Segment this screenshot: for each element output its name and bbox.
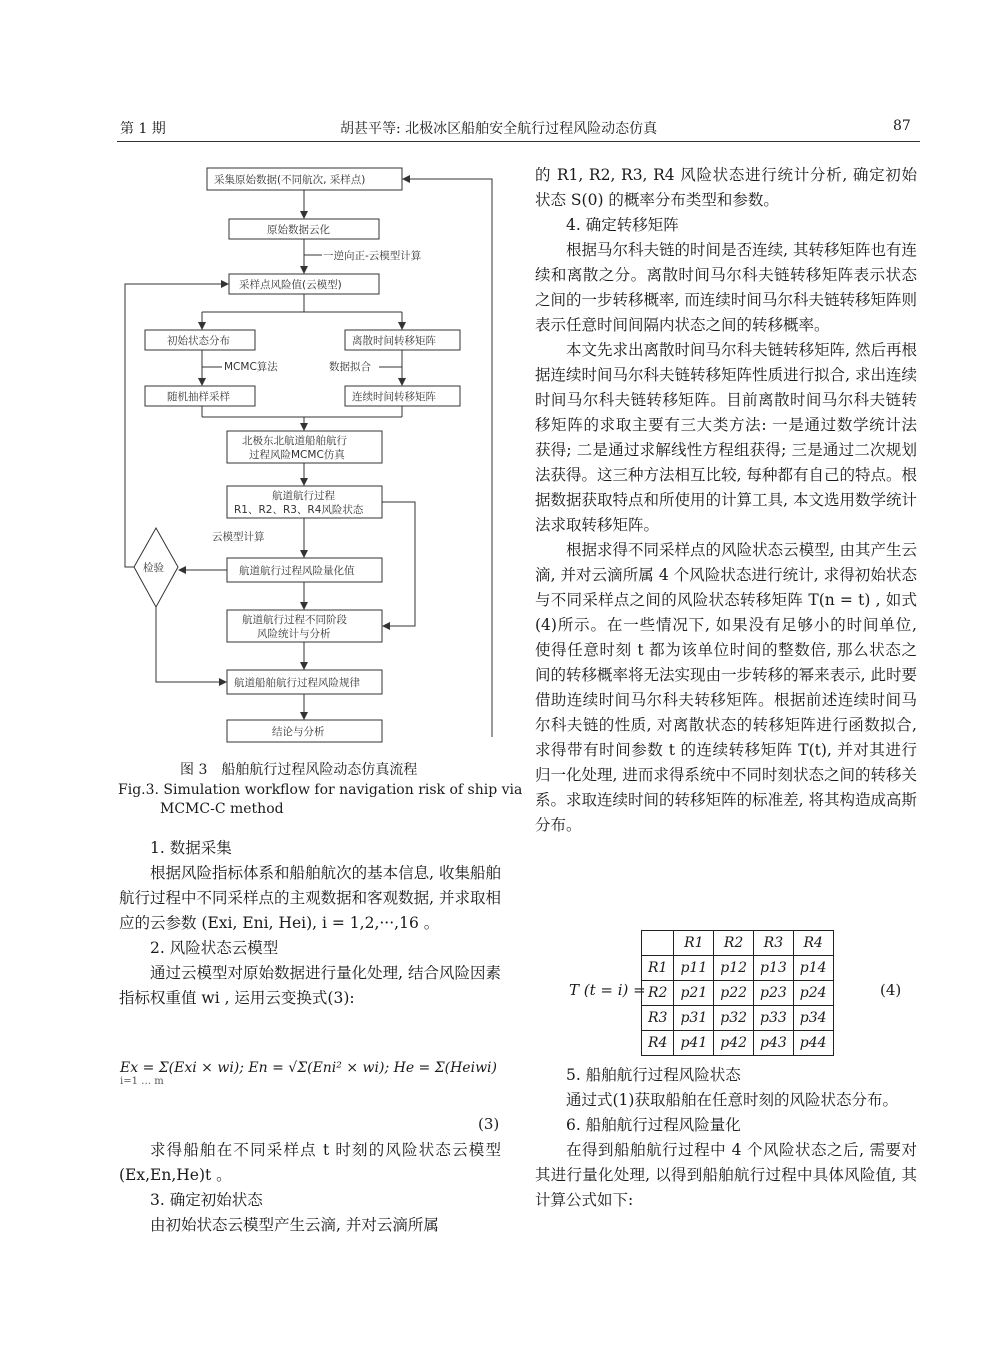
matrix-cell: p13 — [754, 956, 794, 981]
matrix-row-header: R3 — [642, 1006, 674, 1031]
flow-box-states-2: R1、R2、R3、R4风险状态 — [234, 504, 364, 516]
issue-label: 第 1 期 — [120, 121, 166, 137]
flow-label-reverse-cloud: 一逆向正-云模型计算 — [323, 250, 422, 262]
matrix-cell: p31 — [674, 1006, 714, 1031]
page-number: 87 — [893, 118, 911, 134]
paragraph-continuous: 根据求得不同采样点的风险状态云模型, 由其产生云滴, 并对云滴所属 4 个风险状态进行统计, 求得初始状态与不同采样点之间的风险状态转移矩阵 T(n = t) , 如式(4)所示。在一些情况下, 如果没有足够小的时间单位, 使得任意时刻 t 都为该单位时间的整数倍, 那么状态之间的转移概率将无法实现由一步转移的幂来表示, 此时要借助连续时间马尔科夫转移矩阵。根据前述连续时间马尔科夫链的性质, 对离散状态的转移矩阵进行函数拟合, 求得带有时间参数 t 的连续转移矩阵 T(t), 并对其进行归一化处理, 进而求得系统中不同时刻状态之间的转移关系。求取连续时间的转移矩阵的标准差, 将其构造成高斯分布。 — [535, 541, 917, 834]
matrix-cell: p41 — [674, 1031, 714, 1056]
flow-label-fit: 数据拟合 — [329, 361, 371, 373]
section-heading-4: 4. 确定转移矩阵 — [566, 216, 679, 234]
matrix-cell: p34 — [793, 1006, 833, 1031]
paragraph-data-collection: 根据风险指标体系和船舶航次的基本信息, 收集船舶航行过程中不同采样点的主观数据和客观数据, 并求取相应的云参数 (Exi, Eni, Hei), i = 1,2,···,16 。 — [119, 864, 501, 932]
flow-box-sample-risk: 采样点风险值(云模型) — [239, 279, 342, 291]
flow-diamond-check: 检验 — [143, 562, 164, 574]
paragraph-risk-state: 通过式(1)获取船舶在任意时刻的风险状态分布。 — [566, 1091, 898, 1109]
flow-box-initial-dist: 初始状态分布 — [167, 335, 230, 347]
flowchart — [117, 155, 507, 755]
equation-3 — [120, 1060, 500, 1087]
flow-box-states-1: 航道航行过程 — [272, 490, 335, 502]
equation-3-sum-range: i=1 … m — [120, 1076, 164, 1087]
equation-3-number: (3) — [478, 1115, 500, 1133]
paragraph-state-stats: 的 R1, R2, R3, R4 风险状态进行统计分析, 确定初始状态 S(0) 的概率分布类型和参数。 — [535, 166, 917, 209]
flow-label-cloud-calc: 云模型计算 — [212, 531, 265, 543]
flow-box-discrete-matrix: 离散时间转移矩阵 — [352, 335, 436, 347]
matrix-row — [642, 956, 834, 981]
section-heading-3: 3. 确定初始状态 — [150, 1191, 263, 1209]
right-column-bottom — [535, 1063, 917, 1213]
equation-4-lhs: T (t = i) = — [569, 981, 646, 999]
flow-box-cloudify: 原始数据云化 — [267, 224, 330, 236]
left-column-bottom — [119, 1138, 501, 1238]
section-heading-1: 1. 数据采集 — [150, 839, 232, 857]
matrix-row-header: R2 — [642, 981, 674, 1006]
flow-box-stages-2: 风险统计与分析 — [257, 628, 331, 640]
matrix-col-header: R2 — [714, 931, 754, 956]
flow-box-mcmc-sim-1: 北极东北航道船舶航行 — [242, 435, 347, 447]
matrix-cell: p22 — [714, 981, 754, 1006]
paragraph-cloud-model: 通过云模型对原始数据进行量化处理, 结合风险因素指标权重值 wi , 运用云变换式(3): — [119, 964, 501, 1007]
flow-box-pattern: 航道船舶航行过程风险规律 — [234, 677, 360, 689]
figure-caption-cn: 图 3 船舶航行过程风险动态仿真流程 — [180, 762, 418, 778]
matrix-cell: p24 — [793, 981, 833, 1006]
section-heading-6: 6. 船舶航行过程风险量化 — [566, 1116, 741, 1134]
running-title: 胡甚平等: 北极冰区船舶安全航行过程风险动态仿真 — [340, 121, 658, 137]
matrix-header-row — [642, 931, 834, 956]
paragraph-methods: 本文先求出离散时间马尔科夫链转移矩阵, 然后再根据连续时间马尔科夫链转移矩阵性质进行拟合, 求出连续时间马尔科夫链转移矩阵。目前离散时间马尔科夫链转移矩阵的求取主要有三大类方法: 一是通过数学统计法获得; 二是通过求解线性方程组获得; 三是通过二次规划法获得。这三种方法相互比较, 每种都有自己的特点。根据数据获取特点和所使用的计算工具, 本文选用数学统计法求取转移矩阵。 — [535, 341, 917, 534]
matrix-row — [642, 1031, 834, 1056]
matrix-col-header: R4 — [793, 931, 833, 956]
paragraph-cloud-result: 求得船舶在不同采样点 t 时刻的风险状态云模型 (Ex,En,He)t 。 — [119, 1141, 501, 1184]
matrix-cell: p23 — [754, 981, 794, 1006]
transition-matrix — [641, 930, 834, 1056]
matrix-cell: p11 — [674, 956, 714, 981]
matrix-cell: p33 — [754, 1006, 794, 1031]
matrix-cell: p44 — [793, 1031, 833, 1056]
header-rule — [117, 141, 920, 142]
figure-caption-en-2: MCMC-C method — [160, 801, 284, 817]
matrix-row — [642, 981, 834, 1006]
matrix-row-header: R1 — [642, 956, 674, 981]
section-heading-5: 5. 船舶航行过程风险状态 — [566, 1066, 741, 1084]
matrix-row-header: R4 — [642, 1031, 674, 1056]
flow-box-quantified: 航道航行过程风险量化值 — [239, 565, 355, 577]
matrix-corner — [642, 931, 674, 956]
flow-box-mcmc-sim-2: 过程风险MCMC仿真 — [249, 449, 345, 461]
figure-caption-en-1: Fig.3. Simulation workflow for navigation risk of ship via — [118, 782, 523, 798]
paragraph-markov-matrix: 根据马尔科夫链的时间是否连续, 其转移矩阵也有连续和离散之分。离散时间马尔科夫链转移矩阵表示状态之间的一步转移概率, 而连续时间马尔科夫链转移矩阵则表示任意时间间隔内状态之间的转移概率。 — [535, 241, 917, 334]
matrix-cell: p12 — [714, 956, 754, 981]
matrix-col-header: R3 — [754, 931, 794, 956]
paragraph-risk-quant: 在得到船舶航行过程中 4 个风险状态之后, 需要对其进行量化处理, 以得到船舶航行过程中具体风险值, 其计算公式如下: — [535, 1141, 917, 1209]
matrix-row — [642, 1006, 834, 1031]
matrix-cell: p14 — [793, 956, 833, 981]
right-column-top — [535, 163, 917, 838]
matrix-col-header: R1 — [674, 931, 714, 956]
flow-label-mcmc: MCMC算法 — [224, 361, 278, 373]
left-column-top — [119, 836, 501, 1011]
matrix-cell: p21 — [674, 981, 714, 1006]
flow-box-collect: 采集原始数据(不同航次, 采样点) — [214, 174, 366, 186]
equation-3-body: Ex = Σ(Exi × wi); En = √Σ(Eni² × wi); He = Σ(Heiwi) — [120, 1060, 497, 1076]
flow-box-conclusion: 结论与分析 — [272, 726, 325, 738]
flow-box-stages-1: 航道航行过程不同阶段 — [242, 614, 347, 626]
flow-box-random-sampling: 随机抽样采样 — [167, 391, 230, 403]
flow-box-continuous-matrix: 连续时间转移矩阵 — [352, 391, 436, 403]
matrix-cell: p42 — [714, 1031, 754, 1056]
matrix-cell: p43 — [754, 1031, 794, 1056]
matrix-cell: p32 — [714, 1006, 754, 1031]
equation-4-number: (4) — [880, 981, 902, 999]
section-heading-2: 2. 风险状态云模型 — [150, 939, 279, 957]
paragraph-initial-state: 由初始状态云模型产生云滴, 并对云滴所属 — [150, 1216, 439, 1234]
